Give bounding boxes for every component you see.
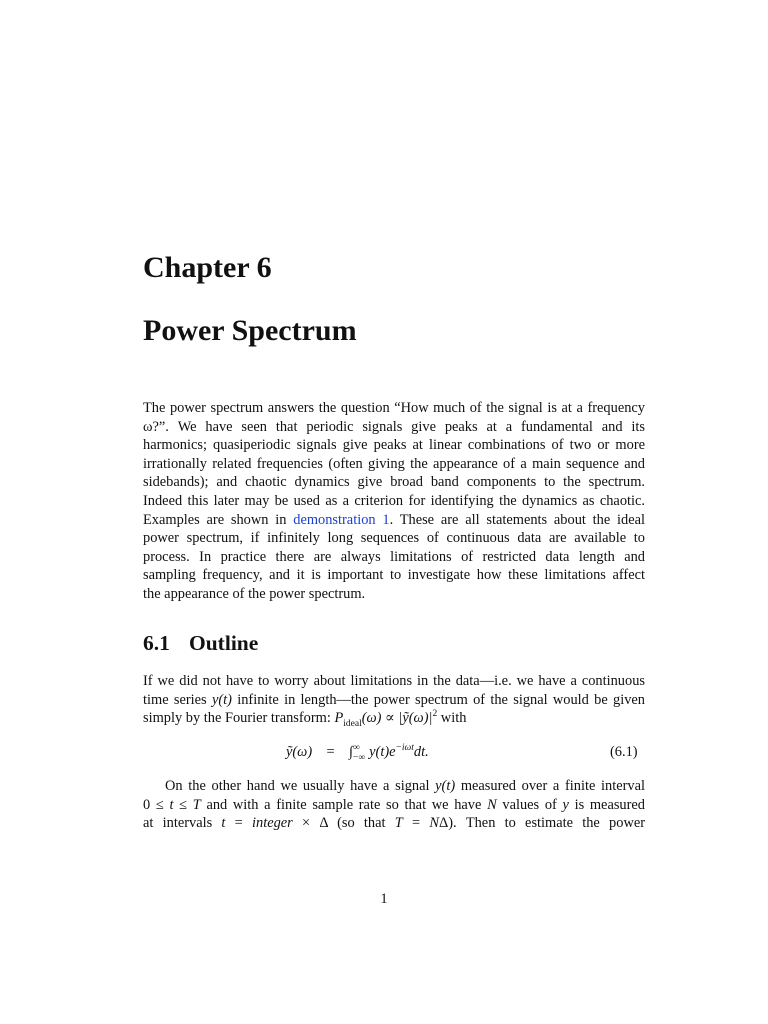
second-text: 0 ≤ xyxy=(143,796,170,813)
eq-upper-limit: ∞ xyxy=(353,742,360,753)
intro-line: sampling frequency, and it is important to investigate how these limitations affect xyxy=(143,567,645,584)
second-text: × Δ (so that xyxy=(292,815,395,832)
math-N: N xyxy=(429,815,439,832)
math-y-of-t: y(t) xyxy=(211,691,232,708)
second-text: is measured xyxy=(568,796,645,813)
second-line xyxy=(143,777,645,796)
math-proportional: (ω) ∝ |ỹ(ω)| xyxy=(361,710,433,727)
second-text: values of xyxy=(496,796,563,813)
intro-paragraph xyxy=(143,399,645,604)
outline-paragraph xyxy=(143,672,645,728)
outline-text: time series xyxy=(143,691,212,708)
intro-line: power spectrum, if infinitely long sequences of continuous data are available to xyxy=(143,530,645,547)
outline-text: infinite in length—the power spectrum of the signal would be given xyxy=(231,691,645,708)
intro-text: . These are all statements about the ideal xyxy=(389,511,646,528)
chapter-label: Chapter 6 xyxy=(143,251,272,284)
chapter-title: Power Spectrum xyxy=(143,314,357,347)
intro-line: process. In practice there are always limitations of restricted data length and xyxy=(143,548,645,565)
eq-lhs: ỹ(ω) xyxy=(286,744,313,760)
math-N: N xyxy=(487,796,497,813)
math-integer: integer xyxy=(252,815,293,832)
second-text: On the other hand we usually have a signal xyxy=(165,778,436,794)
intro-line: ω?”. We have seen that periodic signals give peaks at a fundamental and its xyxy=(143,418,645,435)
eq-equals: = xyxy=(326,744,335,760)
intro-line-with-link xyxy=(143,511,645,530)
intro-line: Indeed this later may be used as a criterion for identifying the dynamics as chaotic. xyxy=(143,492,645,509)
intro-line: harmonics; quasiperiodic signals give peaks at linear combinations of two or more xyxy=(143,437,645,454)
second-line xyxy=(143,814,645,833)
outline-line xyxy=(143,691,645,710)
math-T: T xyxy=(394,815,403,832)
math-y: y xyxy=(562,796,569,813)
second-text: ≤ xyxy=(173,796,193,813)
outline-text: simply by the Fourier transform: xyxy=(143,710,335,727)
second-text: = xyxy=(402,815,430,832)
equation-number: (6.1) xyxy=(610,744,638,760)
section-number: 6.1 xyxy=(143,631,170,655)
second-paragraph xyxy=(143,777,645,833)
outline-text: with xyxy=(437,710,467,727)
intro-line: sidebands); and chaotic dynamics give broad band components to the spectrum. xyxy=(143,474,645,491)
page-number: 1 xyxy=(380,891,388,907)
eq-lower-limit: −∞ xyxy=(353,752,366,763)
second-text: at intervals xyxy=(143,815,222,832)
second-text: measured over a finite interval xyxy=(455,778,646,794)
math-t: t xyxy=(169,796,174,813)
section-title: Outline xyxy=(189,631,259,655)
outline-line xyxy=(143,709,645,728)
eq-dt: dt. xyxy=(413,744,429,760)
second-text: and with a finite sample rate so that we have xyxy=(200,796,488,813)
second-text: = xyxy=(225,815,253,832)
intro-text: Examples are shown in xyxy=(143,511,294,528)
eq-body: y(t)e xyxy=(369,744,396,760)
intro-line: The power spectrum answers the question “How much of the signal is at a frequency xyxy=(143,400,645,416)
demonstration-link[interactable]: demonstration 1 xyxy=(293,511,390,528)
math-p: P xyxy=(334,710,344,727)
math-y-of-t: y(t) xyxy=(435,778,456,794)
math-t: t xyxy=(221,815,226,832)
intro-line: irrationally related frequencies (often giving the appearance of a main sequence and xyxy=(143,455,645,472)
section-heading xyxy=(143,630,258,656)
math-superscript: 2 xyxy=(432,709,438,720)
equation-6-1 xyxy=(286,741,429,763)
eq-integral: ∫ xyxy=(349,744,353,760)
math-subscript-ideal: ideal xyxy=(343,719,362,730)
second-line xyxy=(143,796,645,815)
second-text: Δ). Then to estimate the power xyxy=(438,815,646,832)
outline-line: If we did not have to worry about limitations in the data—i.e. we have a continuous xyxy=(143,673,645,689)
intro-line: the appearance of the power spectrum. xyxy=(143,585,366,602)
eq-exponent: −iωt xyxy=(395,743,414,754)
math-T: T xyxy=(192,796,201,813)
